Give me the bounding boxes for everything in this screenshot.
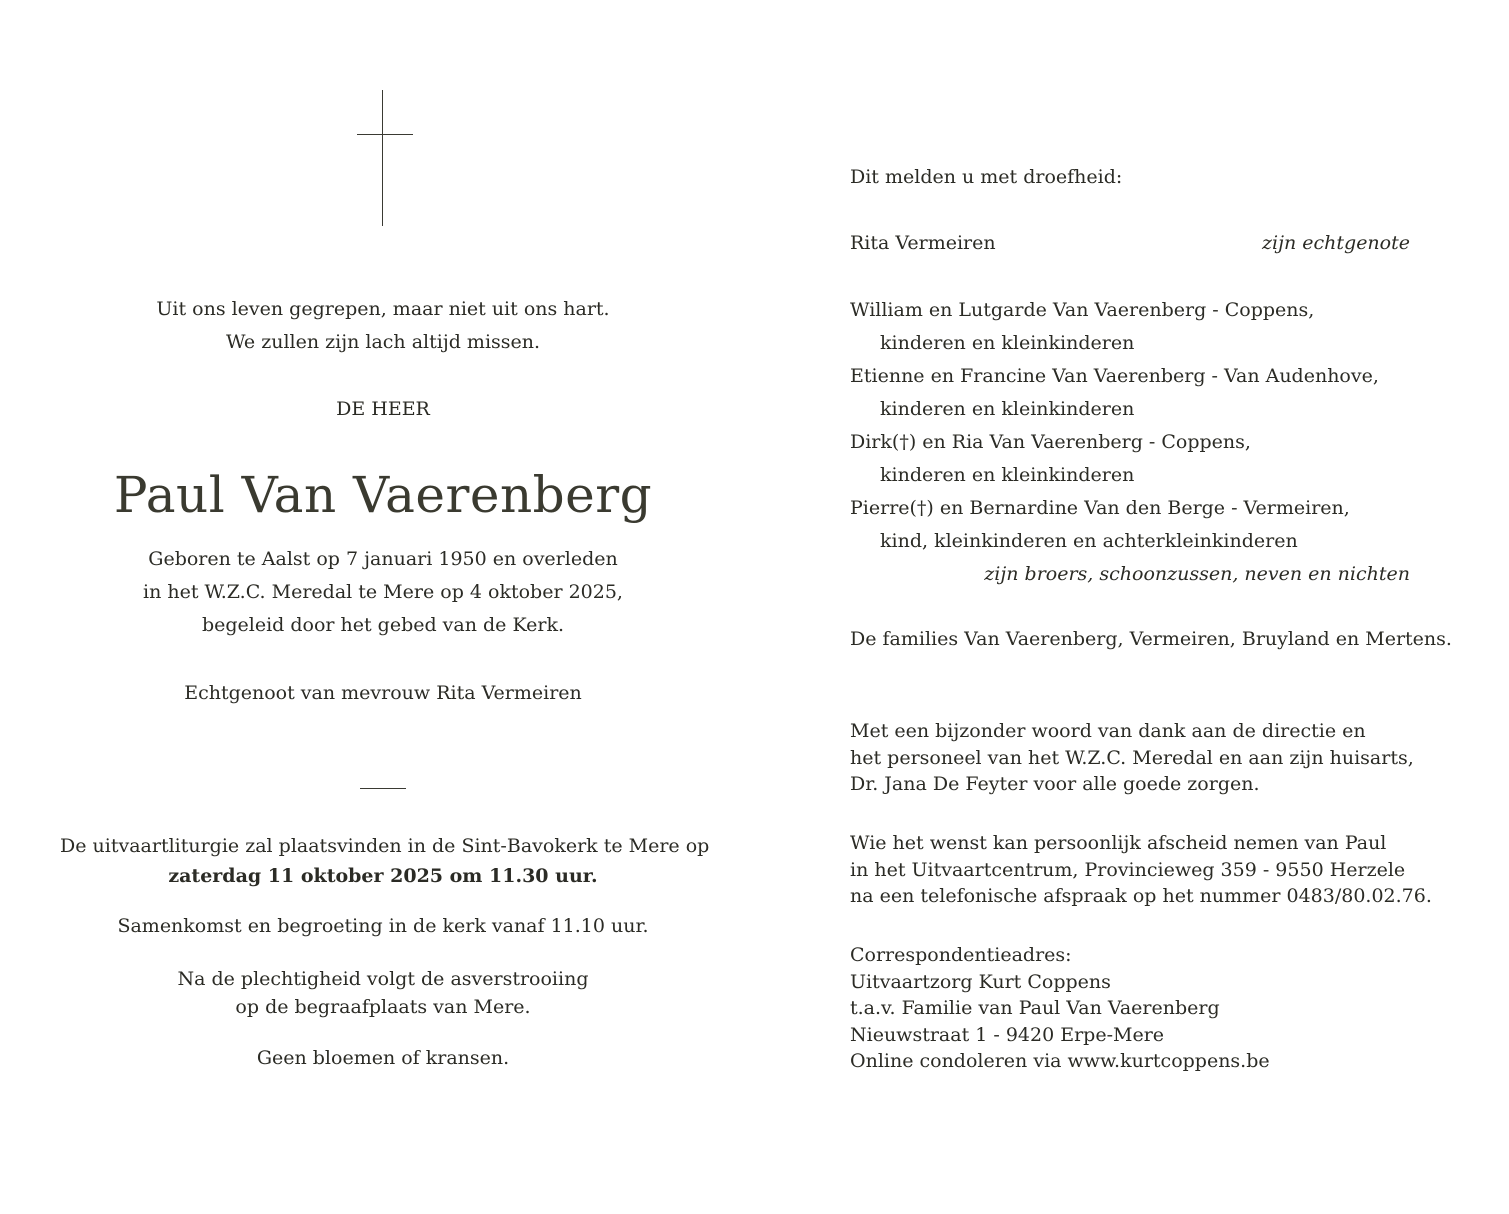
bio-block <box>60 543 706 642</box>
correspondence-block <box>850 942 1410 1075</box>
funeral-line: De uitvaartliturgie zal plaatsvinden in de Sint-Bavokerk te Mere op <box>60 835 710 857</box>
after-line: Na de plechtigheid volgt de asverstrooiing <box>177 968 589 990</box>
family-name: Etienne en Francine Van Vaerenberg - Van Audenhove, <box>850 365 1379 387</box>
title-prefix-block <box>60 393 706 426</box>
families-block <box>850 294 1410 591</box>
spouse-role: zijn echtgenote <box>1262 232 1410 254</box>
deceased-name-block <box>60 465 706 525</box>
siblings-role: zijn broers, schoonzussen, neven en nichten <box>984 563 1410 585</box>
after-block <box>60 965 706 1021</box>
bio-line: begeleid door het gebed van de Kerk. <box>201 614 565 636</box>
extended-line: De families Van Vaerenberg, Vermeiren, Bruyland en Mertens. <box>850 628 1452 650</box>
thanks-line: Met een bijzonder woord van dank aan de directie en <box>850 720 1366 742</box>
correspondence-line: Uitvaartzorg Kurt Coppens <box>850 970 1111 993</box>
bio-line: Geboren te Aalst op 7 januari 1950 en overleden <box>148 548 618 570</box>
family-sub: kind, kleinkinderen en achterkleinkinderen <box>880 530 1298 552</box>
family-name: William en Lutgarde Van Vaerenberg - Coppens, <box>850 299 1315 321</box>
spouse-block <box>60 677 706 710</box>
spouse-row <box>850 227 1410 260</box>
funeral-block <box>60 831 710 891</box>
thanks-line: Dr. Jana De Feyter voor alle goede zorgen. <box>850 773 1260 795</box>
thanks-line: het personeel van het W.Z.C. Meredal en aan zijn huisarts, <box>850 746 1414 769</box>
quote-line: We zullen zijn lach altijd missen. <box>225 331 541 353</box>
gathering-line: Samenkomst en begroeting in de kerk vanaf 11.10 uur. <box>117 915 649 937</box>
family-sub: kinderen en kleinkinderen <box>880 398 1135 420</box>
intro-block <box>850 161 1410 194</box>
condolence-link[interactable]: Online condoleren via www.kurtcoppens.be <box>850 1050 1270 1072</box>
cross-horizontal-bar <box>357 134 413 135</box>
bio-line: in het W.Z.C. Meredal te Mere op 4 oktober 2025, <box>143 581 623 603</box>
correspondence-line: Nieuwstraat 1 - 9420 Erpe-Mere <box>850 1023 1165 1046</box>
funeral-datetime: zaterdag 11 oktober 2025 om 11.30 uur. <box>168 865 598 887</box>
farewell-line: Wie het wenst kan persoonlijk afscheid nemen van Paul <box>850 832 1387 854</box>
farewell-line: in het Uitvaartcentrum, Provincieweg 359 - 9550 Herzele <box>850 858 1406 881</box>
family-sub: kinderen en kleinkinderen <box>880 464 1135 486</box>
farewell-block <box>850 830 1432 910</box>
thanks-block <box>850 718 1414 798</box>
quote-line: Uit ons leven gegrepen, maar niet uit ons hart. <box>156 298 610 320</box>
extended-block <box>850 623 1452 656</box>
spouse-line: Echtgenoot van mevrouw Rita Vermeiren <box>184 682 582 704</box>
gathering-block <box>60 910 706 943</box>
intro-line: Dit melden u met droefheid: <box>850 166 1123 188</box>
divider-line <box>360 788 406 789</box>
deceased-name: Paul Van Vaerenberg <box>113 466 653 524</box>
after-line: op de begraafplaats van Mere. <box>235 996 531 1018</box>
spouse-name: Rita Vermeiren <box>850 232 996 254</box>
farewell-line: na een telefonische afspraak op het nummer 0483/80.02.76. <box>850 885 1432 907</box>
cross-vertical-bar <box>382 90 383 226</box>
family-name: Dirk(†) en Ria Van Vaerenberg - Coppens, <box>850 431 1251 453</box>
correspondence-heading: Correspondentieadres: <box>850 944 1072 966</box>
quote-block <box>60 293 706 359</box>
title-prefix: DE HEER <box>336 398 430 420</box>
family-sub: kinderen en kleinkinderen <box>880 332 1135 354</box>
flowers-line: Geen bloemen of kransen. <box>256 1047 510 1069</box>
family-name: Pierre(†) en Bernardine Van den Berge - Vermeiren, <box>850 497 1350 519</box>
correspondence-line: t.a.v. Familie van Paul Van Vaerenberg <box>850 997 1220 1019</box>
flowers-block <box>60 1042 706 1075</box>
